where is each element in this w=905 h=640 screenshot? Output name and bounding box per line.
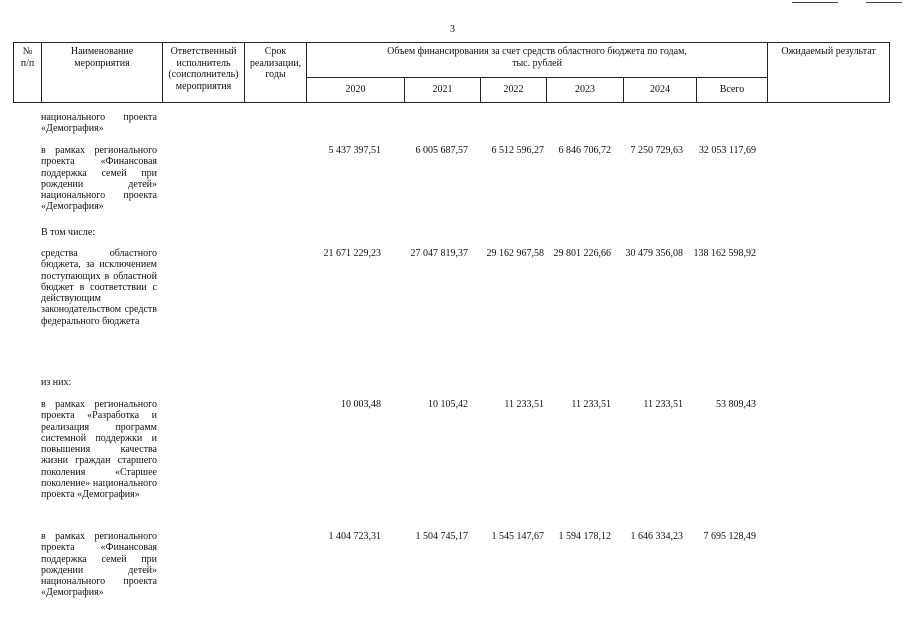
value-total: 53 809,43 [716, 399, 756, 410]
row-name: в рамках регионального проекта «Финансовая поддержка семей при рождении детей» национального проекта «Демография» [41, 145, 157, 213]
header-name: Наименование мероприятия [42, 43, 163, 103]
value-2023: 6 846 706,72 [558, 145, 611, 156]
header-result: Ожидаемый результат [768, 43, 890, 103]
value-total: 32 053 117,69 [698, 145, 756, 156]
value-2022: 6 512 596,27 [491, 145, 544, 156]
row-label: из них: [41, 377, 72, 388]
value-total: 138 162 598,92 [693, 248, 756, 259]
value-2022: 11 233,51 [504, 399, 544, 410]
value-2020: 5 437 397,51 [328, 145, 381, 156]
value-2023: 11 233,51 [571, 399, 611, 410]
top-rule [792, 2, 838, 3]
header-year: 2021 [405, 78, 481, 103]
value-2021: 6 005 687,57 [415, 145, 468, 156]
header-year: 2022 [481, 78, 547, 103]
row-name: в рамках регионального проекта «Финансовая поддержка семей при рождении детей» национального проекта «Демография» [41, 531, 157, 599]
value-total: 7 695 128,49 [703, 531, 756, 542]
value-2021: 1 504 745,17 [415, 531, 468, 542]
top-rule [866, 2, 902, 3]
header-funding: Объем финансирования за счет средств областного бюджета по годам, тыс. рублей [307, 43, 768, 78]
row-name: национального проекта «Демография» [41, 112, 157, 135]
header-year: 2024 [624, 78, 697, 103]
value-2023: 29 801 226,66 [553, 248, 611, 259]
value-2023: 1 594 178,12 [558, 531, 611, 542]
value-2021: 10 105,42 [428, 399, 468, 410]
value-2022: 1 545 147,67 [491, 531, 544, 542]
header-executor: Ответственный исполнитель (соисполнитель) мероприятия [163, 43, 245, 103]
page-number: 3 [450, 24, 455, 35]
header-year: 2020 [307, 78, 405, 103]
value-2020: 10 003,48 [341, 399, 381, 410]
value-2020: 21 671 229,23 [323, 248, 381, 259]
value-2024: 30 479 356,08 [625, 248, 683, 259]
row-name: средства областного бюджета, за исключением поступающих в областной бюджет в соответствии с действующим законодательством средств федерального бюджета [41, 248, 157, 327]
header-period: Срок реализации, годы [245, 43, 307, 103]
value-2021: 27 047 819,37 [410, 248, 468, 259]
value-2024: 11 233,51 [643, 399, 683, 410]
header-num: № п/п [14, 43, 42, 103]
row-name: в рамках регионального проекта «Разработка и реализация программ системной поддержки и повышения качества жизни граждан старшего поколения «Старшее поколение» национального проекта «Демография» [41, 399, 157, 501]
row-label: В том числе: [41, 227, 96, 238]
value-2024: 1 646 334,23 [630, 531, 683, 542]
value-2020: 1 404 723,31 [328, 531, 381, 542]
value-2022: 29 162 967,58 [486, 248, 544, 259]
header-total: Всего [697, 78, 768, 103]
value-2024: 7 250 729,63 [630, 145, 683, 156]
header-year: 2023 [547, 78, 624, 103]
table-header [13, 42, 890, 103]
